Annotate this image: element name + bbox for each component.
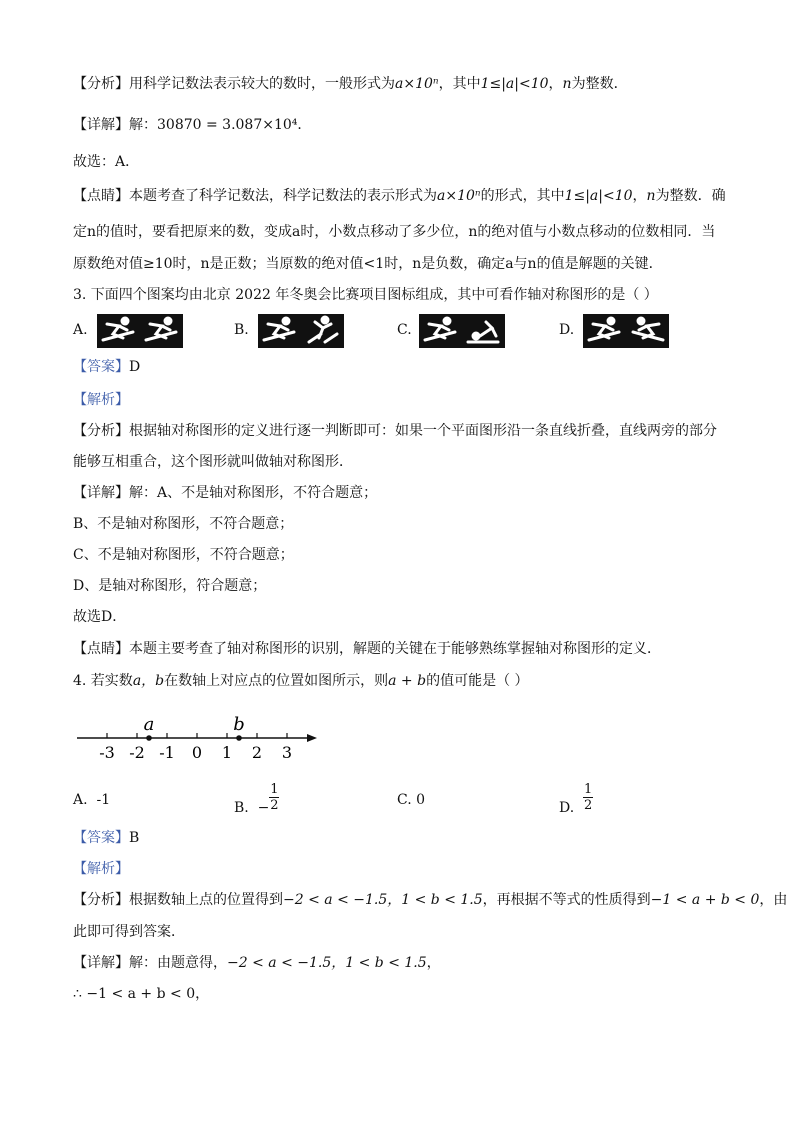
q3-analysis-line-1: 【分析】根据轴对称图形的定义进行逐一判断即可：如果一个平面图形沿一条直线折叠，直线两旁的部分: [73, 423, 717, 439]
number-line-figure: [73, 708, 323, 768]
choice-line: 故选：A．: [73, 154, 140, 170]
point-label-a: a: [143, 714, 155, 735]
analysis-heading: 【解析】: [73, 392, 129, 408]
ski-jump-icon: [97, 314, 140, 348]
answer-line: [73, 357, 140, 377]
comment-line-2: 定n的值时，要看把原来的数，变成a时，小数点移动了多少位，n的绝对值与小数点移动的位数相同．当: [73, 224, 716, 240]
answer-tag: 【答案】: [73, 830, 129, 846]
tick-label: 2: [251, 743, 263, 762]
option-d[interactable]: D. $\frac{1}{2}$: [559, 782, 593, 816]
option-d-image: [583, 314, 669, 348]
answer-value: D: [129, 359, 141, 375]
detail-paragraph: 【详解】解：30870 = 3.087×10⁴．: [73, 117, 312, 133]
point-a: [146, 735, 152, 741]
axis-arrow: [307, 734, 317, 742]
tick-label: -3: [99, 743, 115, 762]
q3-choose: 故选D．: [73, 609, 127, 625]
skeleton-icon: [462, 314, 505, 348]
comment-tag: 【点睛】: [73, 188, 129, 204]
answer-tag: 【答案】: [73, 359, 129, 375]
q4-therefore: ∴ −1 < a + b < 0，: [73, 986, 210, 1002]
option-b-image: [258, 314, 344, 348]
question-3-stem: 3. 下面四个图案均由北京 2022 年冬奥会比赛项目图标组成，其中可看作轴对称图形的是（ ）: [73, 287, 658, 303]
analysis-heading: 【解析】: [73, 861, 129, 877]
formula: 1≤|a|<10: [480, 76, 549, 92]
q3-detail-c: C、不是轴对称图形，不符合题意；: [73, 547, 294, 563]
tick-label: -2: [129, 743, 145, 762]
fraction: $\frac{1}{2}$: [270, 782, 279, 813]
analysis-tag: 【分析】: [73, 76, 129, 92]
ski-jump-icon: [583, 314, 626, 348]
question-4-stem: 4. 若实数a，b在数轴上对应点的位置如图所示，则a + b的值可能是（ ）: [73, 673, 529, 689]
q4-analysis-line-1: 【分析】根据数轴上点的位置得到−2 < a < −1.5，1 < b < 1.5，再根据不等式的性质得到−1 < a + b < 0，由: [73, 892, 788, 908]
option-c[interactable]: C. 0: [397, 792, 426, 808]
q3-detail-a: 【详解】解：A、不是轴对称图形，不符合题意；: [73, 485, 378, 501]
q4-analysis-line-2: 此即可得到答案．: [73, 924, 185, 940]
question-3-options: A. B. C. D.: [73, 312, 713, 352]
tick-label: -1: [159, 743, 175, 762]
question-4-options: [73, 782, 713, 822]
formula: a×10ⁿ: [395, 76, 439, 92]
freestyle-icon: [301, 314, 344, 348]
comment-line-3: 原数绝对值≥10时，n是正数；当原数的绝对值<1时，n是负数，确定a与n的值是解题的关键．: [73, 256, 663, 272]
q3-analysis-line-2: 能够互相重合，这个图形就叫做轴对称图形．: [73, 454, 353, 470]
tick-label: 3: [281, 743, 293, 762]
option-a-image: [97, 314, 183, 348]
point-b: [236, 735, 242, 741]
answer-value: B: [129, 830, 140, 846]
tick-label: 1: [221, 743, 233, 762]
formula: 30870 = 3.087×10⁴: [157, 117, 298, 133]
q3-detail-b: B、不是轴对称图形，不符合题意；: [73, 516, 294, 532]
answer-line: [73, 828, 139, 848]
ski-jump-icon: [419, 314, 462, 348]
q3-comment: 【点睛】本题主要考查了轴对称图形的识别，解题的关键在于能够熟练掌握轴对称图形的定义．: [73, 641, 661, 657]
ski-jump-icon: [626, 314, 669, 348]
detail-tag: 【详解】: [73, 117, 129, 133]
option-a[interactable]: A. -1: [73, 792, 111, 808]
option-c-image: [419, 314, 505, 348]
point-label-b: b: [233, 714, 245, 735]
tick-label: 0: [191, 743, 203, 762]
ski-jump-icon: [258, 314, 301, 348]
q4-detail: 【详解】解：由题意得，−2 < a < −1.5，1 < b < 1.5，: [73, 955, 441, 971]
comment-line-1: 【点睛】本题考查了科学记数法，科学记数法的表示形式为a×10ⁿ的形式，其中1≤|a|<10，n为整数．确: [73, 188, 726, 204]
ski-jump-icon: [140, 314, 183, 348]
fraction: $\frac{1}{2}$: [583, 782, 593, 813]
option-b[interactable]: B. − $\frac{1}{2}$: [234, 782, 279, 816]
analysis-paragraph: 【分析】用科学记数法表示较大的数时，一般形式为a×10ⁿ，其中1≤|a|<10，n为整数．: [73, 76, 628, 92]
q3-detail-d: D、是轴对称图形，符合题意；: [73, 578, 267, 594]
number-line: [73, 708, 323, 768]
